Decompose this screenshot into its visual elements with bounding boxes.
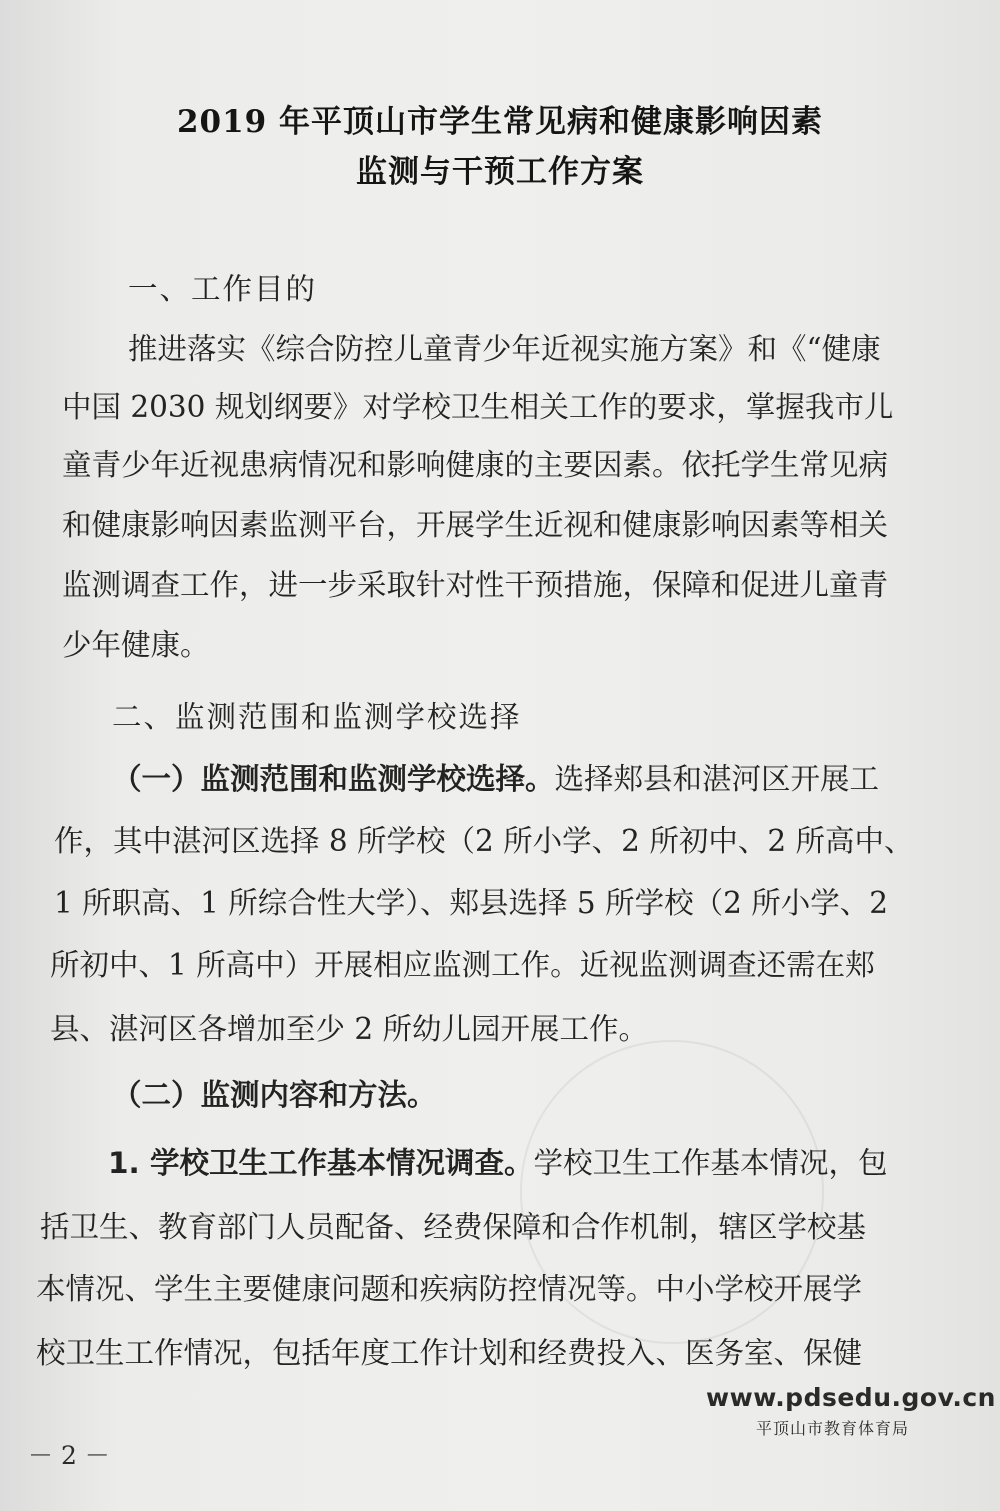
subsection1-line-3: 1 所职高、1 所综合性大学）、郏县选择 5 所学校（2 所小学、2 [54, 886, 888, 920]
section1-line-1: 推进落实《综合防控儿童青少年近视实施方案》和《“健康 [128, 332, 881, 366]
subsection1-first-line: 选择郏县和湛河区开展工 [554, 762, 880, 796]
section1-line-2: 中国 2030 规划纲要》对学校卫生相关工作的要求，掌握我市儿 [62, 390, 894, 424]
document-title-line-1: 2019 年平顶山市学生常见病和健康影响因素 [176, 104, 824, 140]
section1-line-6: 少年健康。 [62, 628, 210, 662]
item1-line-2: 括卫生、教育部门人员配备、经费保障和合作机制，辖区学校基 [40, 1210, 867, 1244]
subsection1-lead [112, 756, 879, 798]
document-title-line-2: 监测与干预工作方案 [356, 154, 644, 190]
item1-heading: 1. 学校卫生工作基本情况调查。 [108, 1146, 534, 1180]
subsection1-line-2: 作，其中湛河区选择 8 所学校（2 所小学、2 所初中、2 所高中、 [54, 824, 914, 858]
watermark-organization: 平顶山市教育体育局 [756, 1419, 910, 1438]
section1-line-3: 童青少年近视患病情况和影响健康的主要因素。依托学生常见病 [62, 448, 889, 482]
subsection1-line-5: 县、湛河区各增加至少 2 所幼儿园开展工作。 [50, 1012, 649, 1046]
watermark-url: www.pdsedu.gov.cn [706, 1383, 996, 1412]
section1-line-4: 和健康影响因素监测平台，开展学生近视和健康影响因素等相关 [62, 508, 889, 542]
item1-line-4: 校卫生工作情况，包括年度工作计划和经费投入、医务室、保健 [36, 1336, 863, 1370]
subsection2-heading: （二）监测内容和方法。 [112, 1078, 437, 1112]
section1-heading: 一、工作目的 [128, 272, 318, 306]
subsection1-heading: （一）监测范围和监测学校选择。 [112, 762, 555, 796]
item1-lead [108, 1140, 888, 1182]
subsection1-line-4: 所初中、1 所高中）开展相应监测工作。近视监测调查还需在郏 [50, 948, 875, 982]
item1-first-line: 学校卫生工作基本情况，包 [533, 1146, 888, 1180]
section1-line-5: 监测调查工作，进一步采取针对性干预措施，保障和促进儿童青 [62, 568, 889, 602]
section2-heading: 二、监测范围和监测学校选择 [112, 700, 522, 734]
item1-line-3: 本情况、学生主要健康问题和疾病防控情况等。中小学校开展学 [36, 1272, 863, 1306]
page-number: － 2 － [28, 1441, 110, 1470]
